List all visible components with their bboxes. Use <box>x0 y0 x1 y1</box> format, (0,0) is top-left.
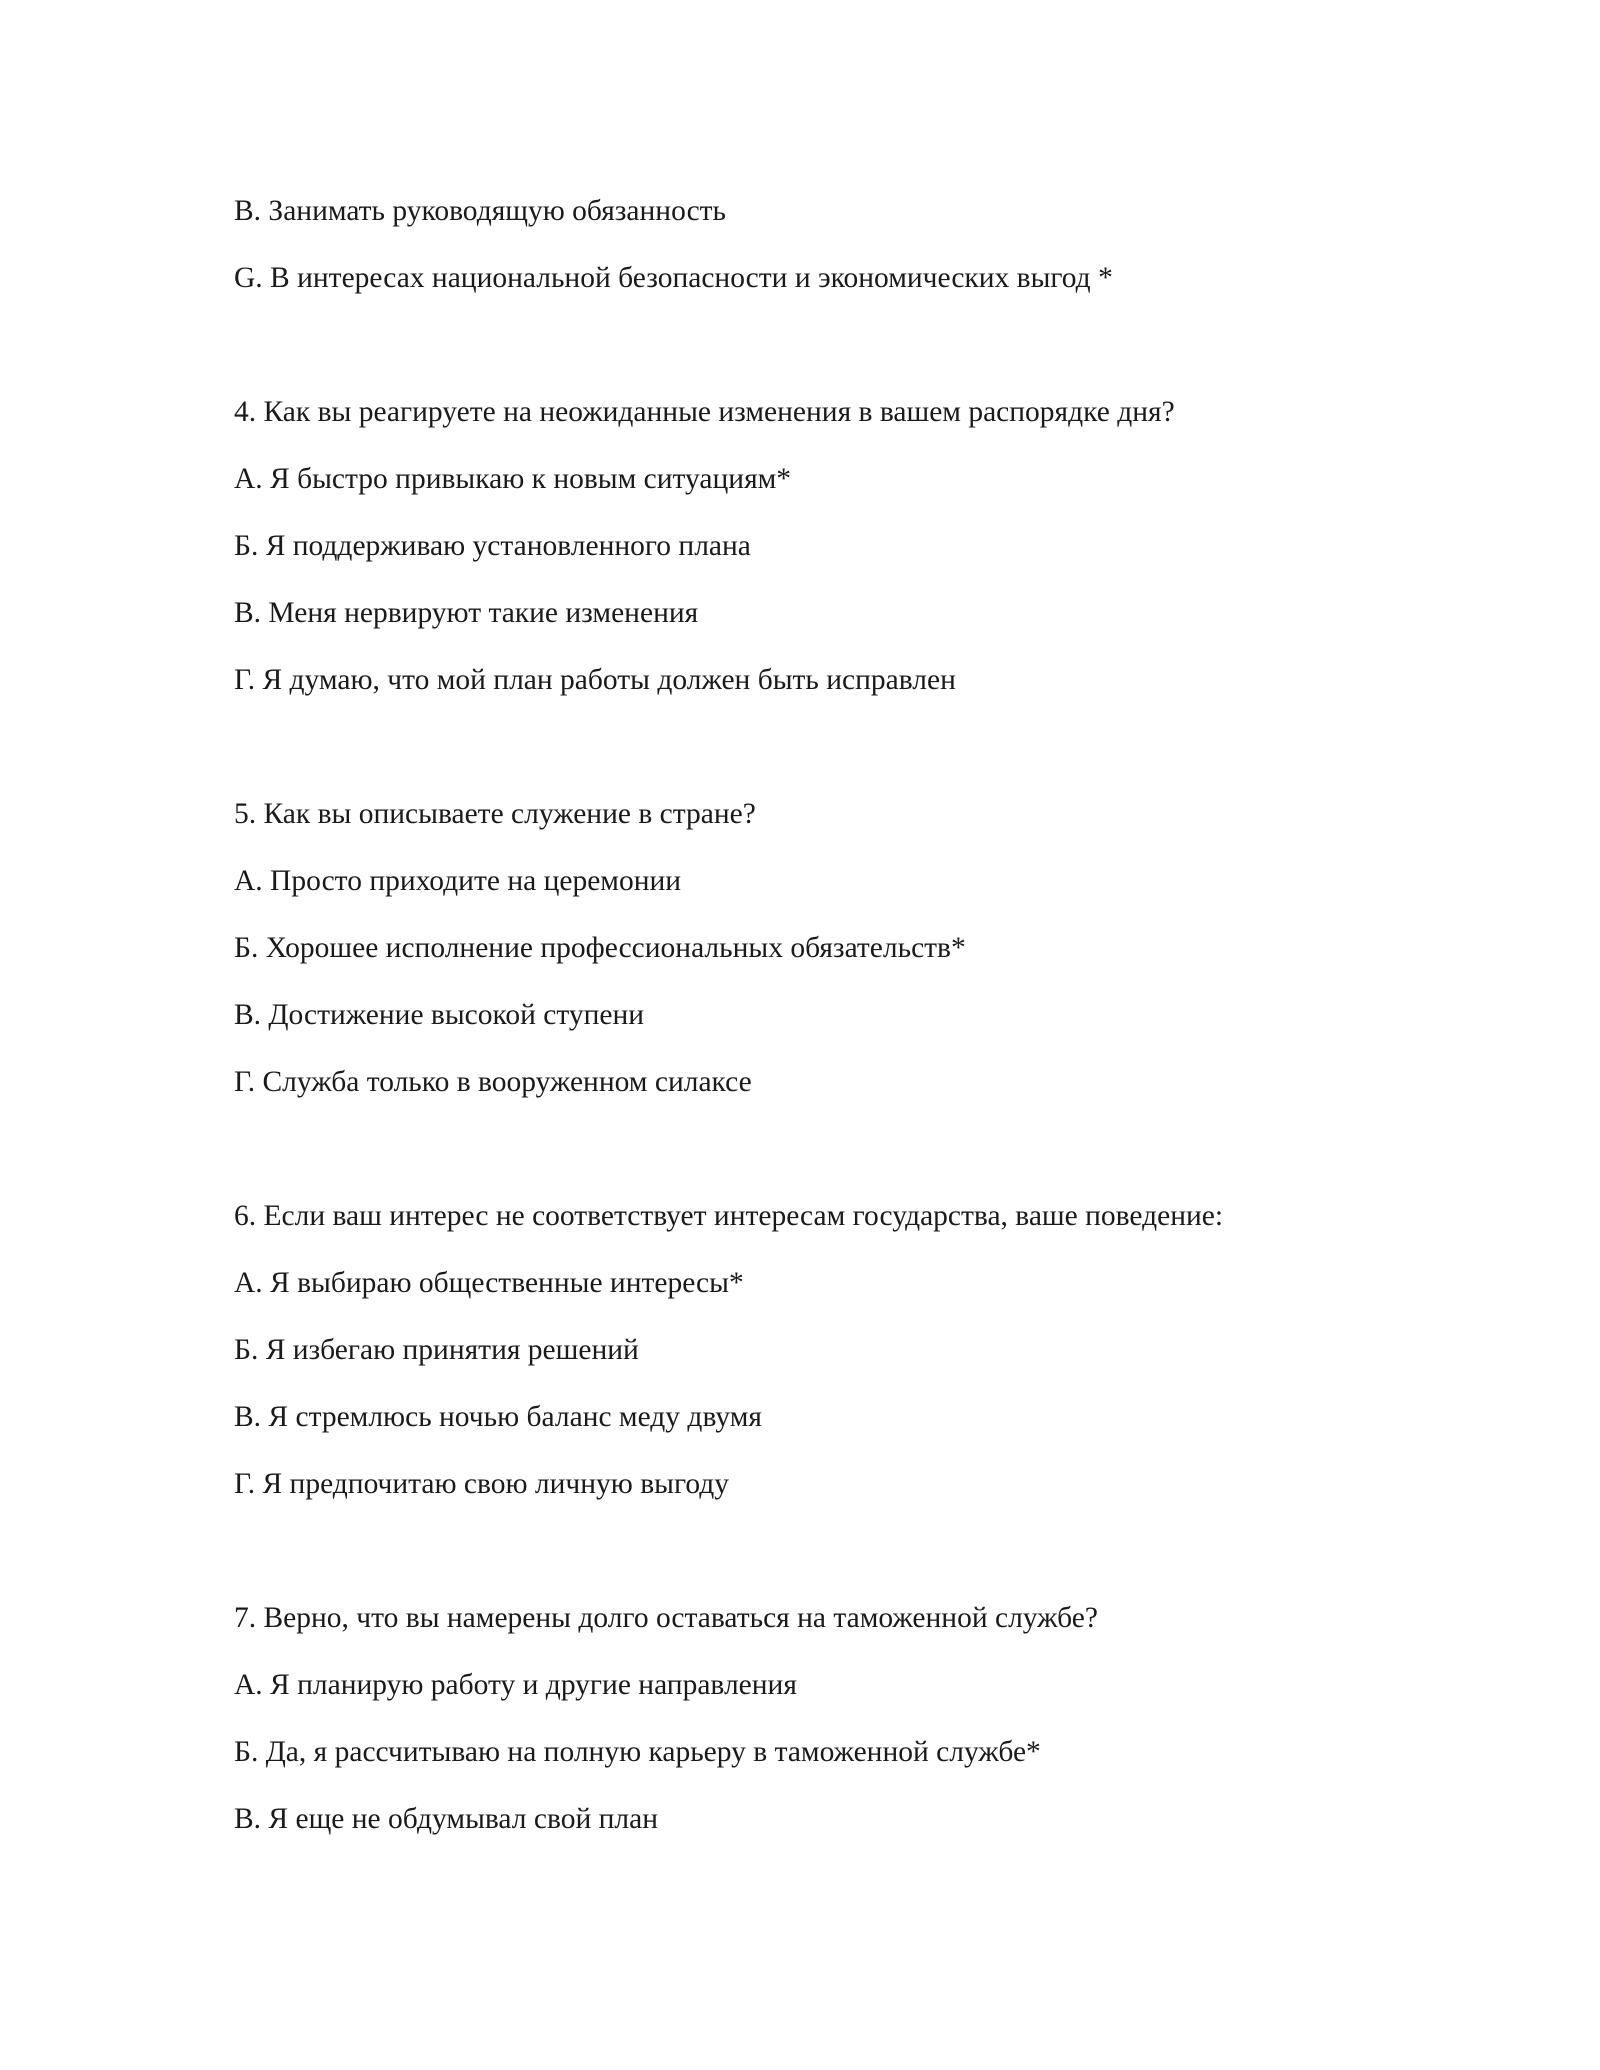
option-item: В. Меня нервируют такие изменения <box>234 597 699 629</box>
question-text: 6. Если ваш интерес не соответствует интересам государства, ваше поведение: <box>234 1200 1224 1232</box>
option-item: Г. Я думаю, что мой план работы должен быть исправлен <box>234 664 956 696</box>
option-item: А. Просто приходите на церемонии <box>234 865 682 897</box>
option-item: А. Я быстро привыкаю к новым ситуациям* <box>234 463 792 495</box>
question-block <box>234 781 1434 1116</box>
question-block <box>234 379 1434 714</box>
document-body <box>234 178 1434 1853</box>
option-item: Г. Я предпочитаю свою личную выгоду <box>234 1468 729 1500</box>
spacer <box>234 1116 1434 1183</box>
option-item: В. Занимать руководящую обязанность <box>234 195 727 227</box>
option-item: Б. Хорошее исполнение профессиональных обязательств* <box>234 932 966 964</box>
question-text: 4. Как вы реагируете на неожиданные изменения в вашем распорядке дня? <box>234 396 1175 428</box>
option-item: В. Достижение высокой ступени <box>234 999 645 1031</box>
spacer <box>234 312 1434 379</box>
question-block <box>234 1585 1434 1853</box>
option-item: Б. Да, я рассчитываю на полную карьеру в таможенной службе* <box>234 1736 1041 1768</box>
spacer <box>234 1518 1434 1585</box>
question-block <box>234 1183 1434 1518</box>
option-item: А. Я планирую работу и другие направления <box>234 1669 797 1701</box>
option-item: Г. Служба только в вооруженном силаксе <box>234 1066 752 1098</box>
spacer <box>234 714 1434 781</box>
question-text: 5. Как вы описываете служение в стране? <box>234 798 756 830</box>
option-item: А. Я выбираю общественные интересы* <box>234 1267 744 1299</box>
question-text: 7. Верно, что вы намерены долго оставаться на таможенной службе? <box>234 1602 1098 1634</box>
option-item: G. В интересах национальной безопасности и экономических выгод * <box>234 262 1113 294</box>
option-item: В. Я стремлюсь ночью баланс меду двумя <box>234 1401 762 1433</box>
option-item: В. Я еще не обдумывал свой план <box>234 1803 659 1835</box>
option-item: Б. Я поддерживаю установленного плана <box>234 530 751 562</box>
option-item: Б. Я избегаю принятия решений <box>234 1334 639 1366</box>
